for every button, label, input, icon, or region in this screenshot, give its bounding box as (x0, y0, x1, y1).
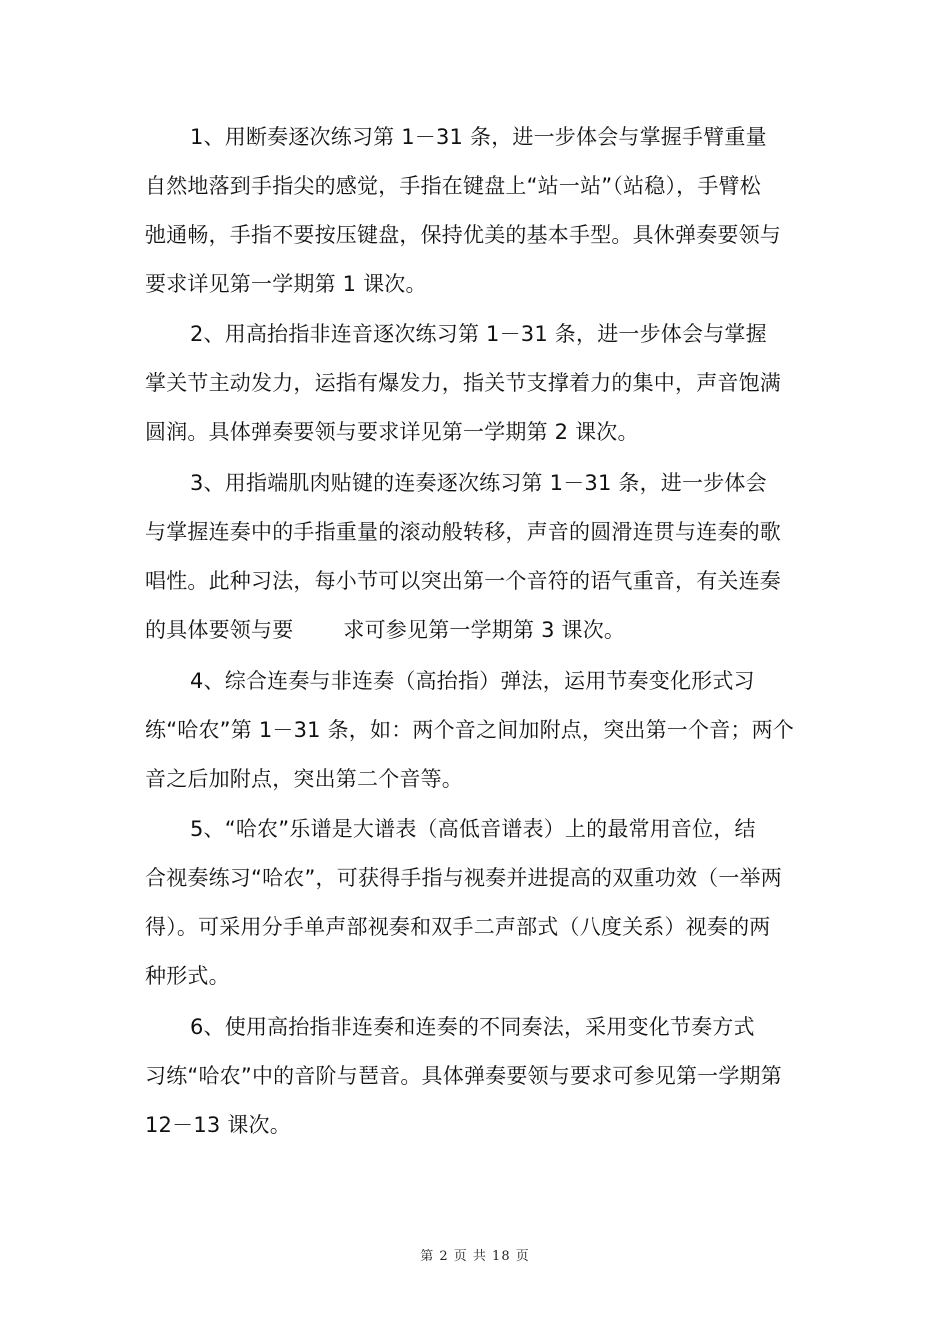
paragraph-2-line-2: 掌关节主动发力，运指有爆发力，指关节支撑着力的集中，声音饱满 (145, 371, 781, 395)
paragraph-5-line-3: 得）。可采用分手单声部视奏和双手二声部式（八度关系）视奏的两 (145, 915, 771, 939)
paragraph-5-line-1: 5、“哈农”乐谱是大谱表（高低音谱表）上的最常用音位，结 (190, 817, 756, 841)
paragraph-6-line-3: 12－13 课次。 (145, 1113, 291, 1137)
page-number-footer: 第 2 页 共 18 页 (420, 1249, 530, 1264)
paragraph-1-line-1: 1、用断奏逐次练习第 1－31 条，进一步体会与掌握手臂重量 (190, 125, 767, 149)
paragraph-6-line-1: 6、使用高抬指非连奏和连奏的不同奏法，采用变化节奏方式 (190, 1015, 755, 1039)
paragraph-3-line-4-part-1: 的具体要领与要 (145, 618, 294, 642)
paragraph-3-line-1: 3、用指端肌肉贴键的连奏逐次练习第 1－31 条，进一步体会 (190, 471, 767, 495)
paragraph-1-line-3: 弛通畅，手指不要按压键盘，保持优美的基本手型。具休弹奏要领与 (145, 223, 781, 247)
paragraph-5-line-2: 合视奏练习“哈农”，可获得手指与视奏并进提高的双重功效（一举两 (145, 866, 782, 890)
paragraph-5-line-4: 种形式。 (145, 964, 230, 988)
paragraph-3-line-4 (145, 614, 815, 646)
paragraph-3-line-4-part-2: 求可参见第一学期第 3 课次。 (343, 618, 626, 642)
paragraph-2-line-1: 2、用高抬指非连音逐次练习第 1－31 条，进一步体会与掌握 (190, 322, 767, 346)
paragraph-4-line-1: 4、综合连奏与非连奏（高抬指）弹法，运用节奏变化形式习 (190, 669, 755, 693)
paragraph-6-line-2: 习练“哈农”中的音阶与琶音。具体弹奏要领与要求可参见第一学期第 (145, 1064, 782, 1088)
paragraph-2-line-3: 圆润。具体弹奏要领与要求详见第一学期第 2 课次。 (145, 420, 639, 444)
paragraph-3-line-3: 唱性。此种习法，每小节可以突出第一个音符的语气重音，有关连奏 (145, 569, 781, 593)
paragraph-3-line-2: 与掌握连奏中的手指重量的滚动般转移，声音的圆滑连贯与连奏的歌 (145, 520, 781, 544)
paragraph-1-line-2: 自然地落到手指尖的感觉，手指在键盘上“站一站”（站稳），手臂松 (145, 174, 761, 198)
paragraph-4-line-3: 音之后加附点，突出第二个音等。 (145, 767, 463, 791)
paragraph-4-line-2: 练“哈农”第 1－31 条，如：两个音之间加附点，突出第一个音；两个 (145, 718, 794, 742)
paragraph-1-line-4: 要求详见第一学期第 1 课次。 (145, 272, 427, 296)
